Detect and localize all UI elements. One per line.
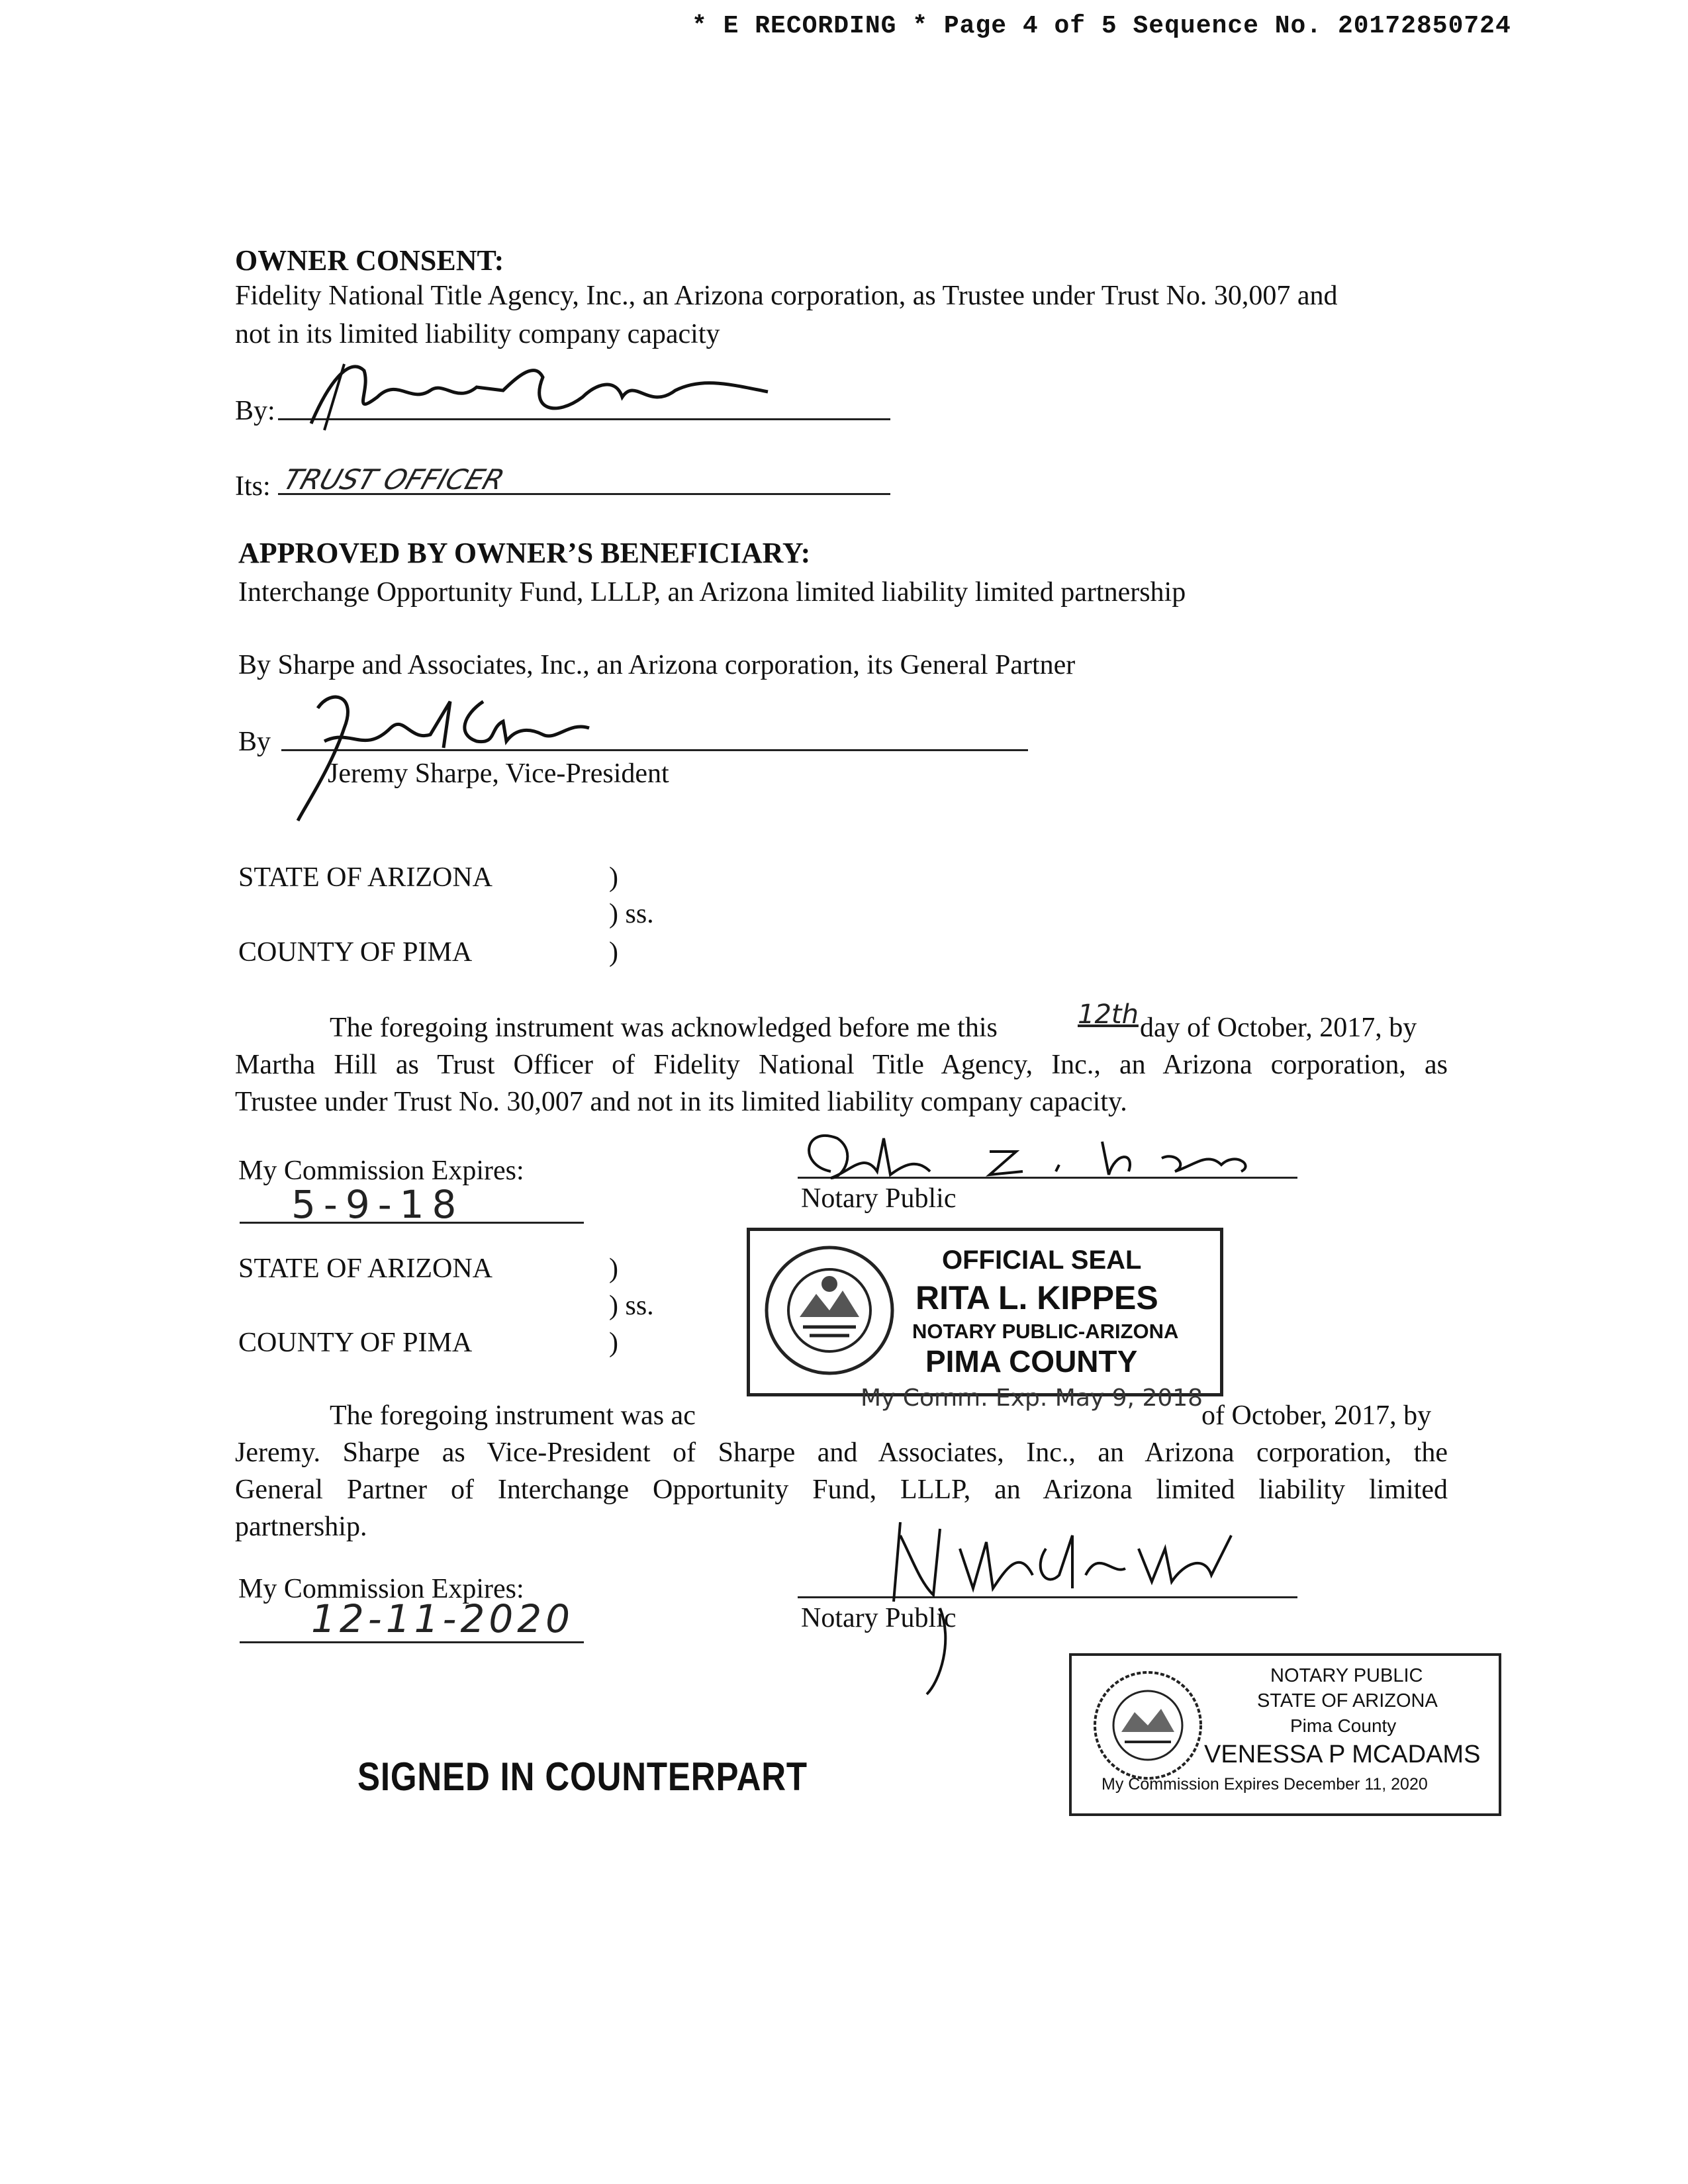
seal1-expires: My Comm. Exp. May 9, 2018 [861, 1385, 1203, 1412]
notary2-county: COUNTY OF PIMA [238, 1328, 473, 1358]
owner-its-value: TRUST OFFICER [279, 463, 509, 496]
martha-hill-signature [305, 351, 781, 437]
notary2-commission-line [240, 1641, 584, 1643]
notary1-commission-date: 5-9-18 [291, 1182, 465, 1227]
notary2-paren-bottom: ) [609, 1328, 618, 1358]
seal2-line1: NOTARY PUBLIC [1270, 1665, 1423, 1686]
seal2-line3: Pima County [1290, 1715, 1397, 1736]
beneficiary-line2: By Sharpe and Associates, Inc., an Arizona corporation, its General Partner [238, 650, 1076, 680]
notary1-paren-bottom: ) [609, 937, 618, 968]
notary2-paren-top: ) [609, 1253, 618, 1284]
notary1-notary-label: Notary Public [801, 1183, 957, 1214]
notary2-commission-label: My Commission Expires: [238, 1574, 524, 1604]
beneficiary-signer: Jeremy Sharpe, Vice-President [328, 758, 669, 789]
notary2-text-line1-lead: The foregoing instrument was ac [330, 1400, 696, 1431]
notary2-text-line3: General Partner of Interchange Opportunity Fund, LLLP, an Arizona limited liability limited [235, 1475, 1448, 1505]
notary1-state: STATE OF ARIZONA [238, 862, 492, 893]
beneficiary-by-label: By [238, 727, 271, 757]
notary2-ss: ) ss. [609, 1291, 654, 1321]
notary1-text-line2: Martha Hill as Trust Officer of Fidelity National Title Agency, Inc., an Arizona corporation, as [235, 1050, 1448, 1080]
seal2-expires: My Commission Expires December 11, 2020 [1102, 1775, 1428, 1794]
notary1-day: 12th [1078, 999, 1139, 1030]
notary1-ss: ) ss. [609, 899, 654, 929]
recording-header: * E RECORDING * Page 4 of 5 Sequence No. 20172850724 [692, 12, 1511, 40]
notary1-commission-label: My Commission Expires: [238, 1156, 524, 1186]
arizona-state-seal-icon [763, 1244, 896, 1377]
owner-consent-line1: Fidelity National Title Agency, Inc., an Arizona corporation, as Trustee under Trust No. 30,007 and [235, 281, 1338, 311]
seal2-line2: STATE OF ARIZONA [1257, 1690, 1438, 1711]
notary1-county: COUNTY OF PIMA [238, 937, 473, 968]
seal1-name: RITA L. KIPPES [915, 1279, 1158, 1316]
notary2-text-line2: Jeremy. Sharpe as Vice-President of Sharpe and Associates, Inc., an Arizona corporation, the [235, 1437, 1448, 1468]
beneficiary-heading: APPROVED BY OWNER’S BENEFICIARY: [238, 537, 811, 569]
notary-seal-venessa-mcadams [1069, 1653, 1501, 1816]
official-seal-rita-kippes [747, 1228, 1223, 1396]
beneficiary-line1: Interchange Opportunity Fund, LLLP, an Arizona limited liability limited partnership [238, 577, 1186, 608]
notary1-text-day: day of October, 2017, by [1140, 1013, 1417, 1043]
owner-by-label: By: [235, 396, 275, 426]
owner-its-label: Its: [235, 471, 271, 502]
notary2-text-line4: partnership. [235, 1512, 367, 1542]
signed-in-counterpart-stamp: SIGNED IN COUNTERPART [357, 1754, 808, 1799]
notary2-notary-label: Notary Public [801, 1603, 957, 1633]
notary2-commission-date: 12-11-2020 [311, 1596, 575, 1641]
notary1-paren-top: ) [609, 862, 618, 893]
seal2-name: VENESSA P MCADAMS [1204, 1741, 1481, 1768]
notary2-state: STATE OF ARIZONA [238, 1253, 492, 1284]
seal1-title: OFFICIAL SEAL [942, 1246, 1142, 1275]
owner-consent-heading: OWNER CONSENT: [235, 244, 504, 277]
notary1-text-lead: The foregoing instrument was acknowledged before me this [330, 1013, 998, 1043]
seal1-role: NOTARY PUBLIC-ARIZONA [912, 1320, 1179, 1343]
notary1-text-line3: Trustee under Trust No. 30,007 and not in its limited liability company capacity. [235, 1087, 1127, 1117]
owner-consent-line2: not in its limited liability company capacity [235, 319, 720, 349]
arizona-state-seal-icon [1092, 1669, 1204, 1782]
seal1-county: PIMA COUNTY [925, 1344, 1138, 1379]
notary2-text-line1-tail: of October, 2017, by [1201, 1400, 1432, 1431]
